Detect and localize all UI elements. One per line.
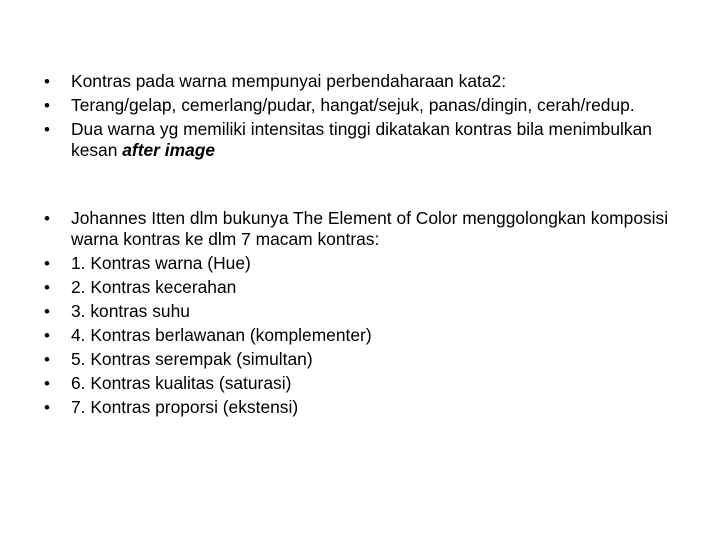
bullet-icon: • <box>44 120 50 139</box>
bullet-icon: • <box>44 254 50 273</box>
list-item <box>44 119 684 161</box>
bullet-icon: • <box>44 278 50 297</box>
bullet-icon: • <box>44 96 50 115</box>
list-item <box>44 397 684 418</box>
list-item <box>44 349 684 370</box>
list-item <box>44 325 684 346</box>
bullet-icon: • <box>44 374 50 393</box>
list-item <box>44 71 684 92</box>
list-item <box>44 95 684 116</box>
bullet-icon: • <box>44 72 50 91</box>
bullet-icon: • <box>44 350 50 369</box>
bullet-text: 1. Kontras warna (Hue) <box>71 253 251 273</box>
bullet-text: 7. Kontras proporsi (ekstensi) <box>71 397 299 417</box>
bullet-text: 3. kontras suhu <box>71 301 190 321</box>
bullet-text: 5. Kontras serempak (simultan) <box>71 349 313 369</box>
list-item <box>44 277 684 298</box>
bullet-icon: • <box>44 302 50 321</box>
bullet-text: Kontras pada warna mempunyai perbendaharaan kata2: <box>71 71 507 91</box>
bullet-text: Terang/gelap, cemerlang/pudar, hangat/sejuk, panas/dingin, cerah/redup. <box>71 95 635 115</box>
bullet-list-contrast-vocabulary <box>44 71 684 164</box>
list-item <box>44 301 684 322</box>
bullet-list-itten-contrasts <box>44 208 684 421</box>
list-item <box>44 208 684 250</box>
bullet-icon: • <box>44 326 50 345</box>
bullet-text: 6. Kontras kualitas (saturasi) <box>71 373 292 393</box>
bullet-text: Dua warna yg memiliki intensitas tinggi dikatakan kontras bila menimbulkan kesan <box>71 119 652 160</box>
list-item <box>44 253 684 274</box>
bullet-text: 2. Kontras kecerahan <box>71 277 237 297</box>
bullet-emphasis: after image <box>122 140 216 160</box>
bullet-icon: • <box>44 209 50 228</box>
list-item <box>44 373 684 394</box>
bullet-text: 4. Kontras berlawanan (komplementer) <box>71 325 372 345</box>
bullet-icon: • <box>44 398 50 417</box>
bullet-text: Johannes Itten dlm bukunya The Element of Color menggolongkan komposisi warna kontras ke dlm 7 macam kontras: <box>71 208 669 249</box>
